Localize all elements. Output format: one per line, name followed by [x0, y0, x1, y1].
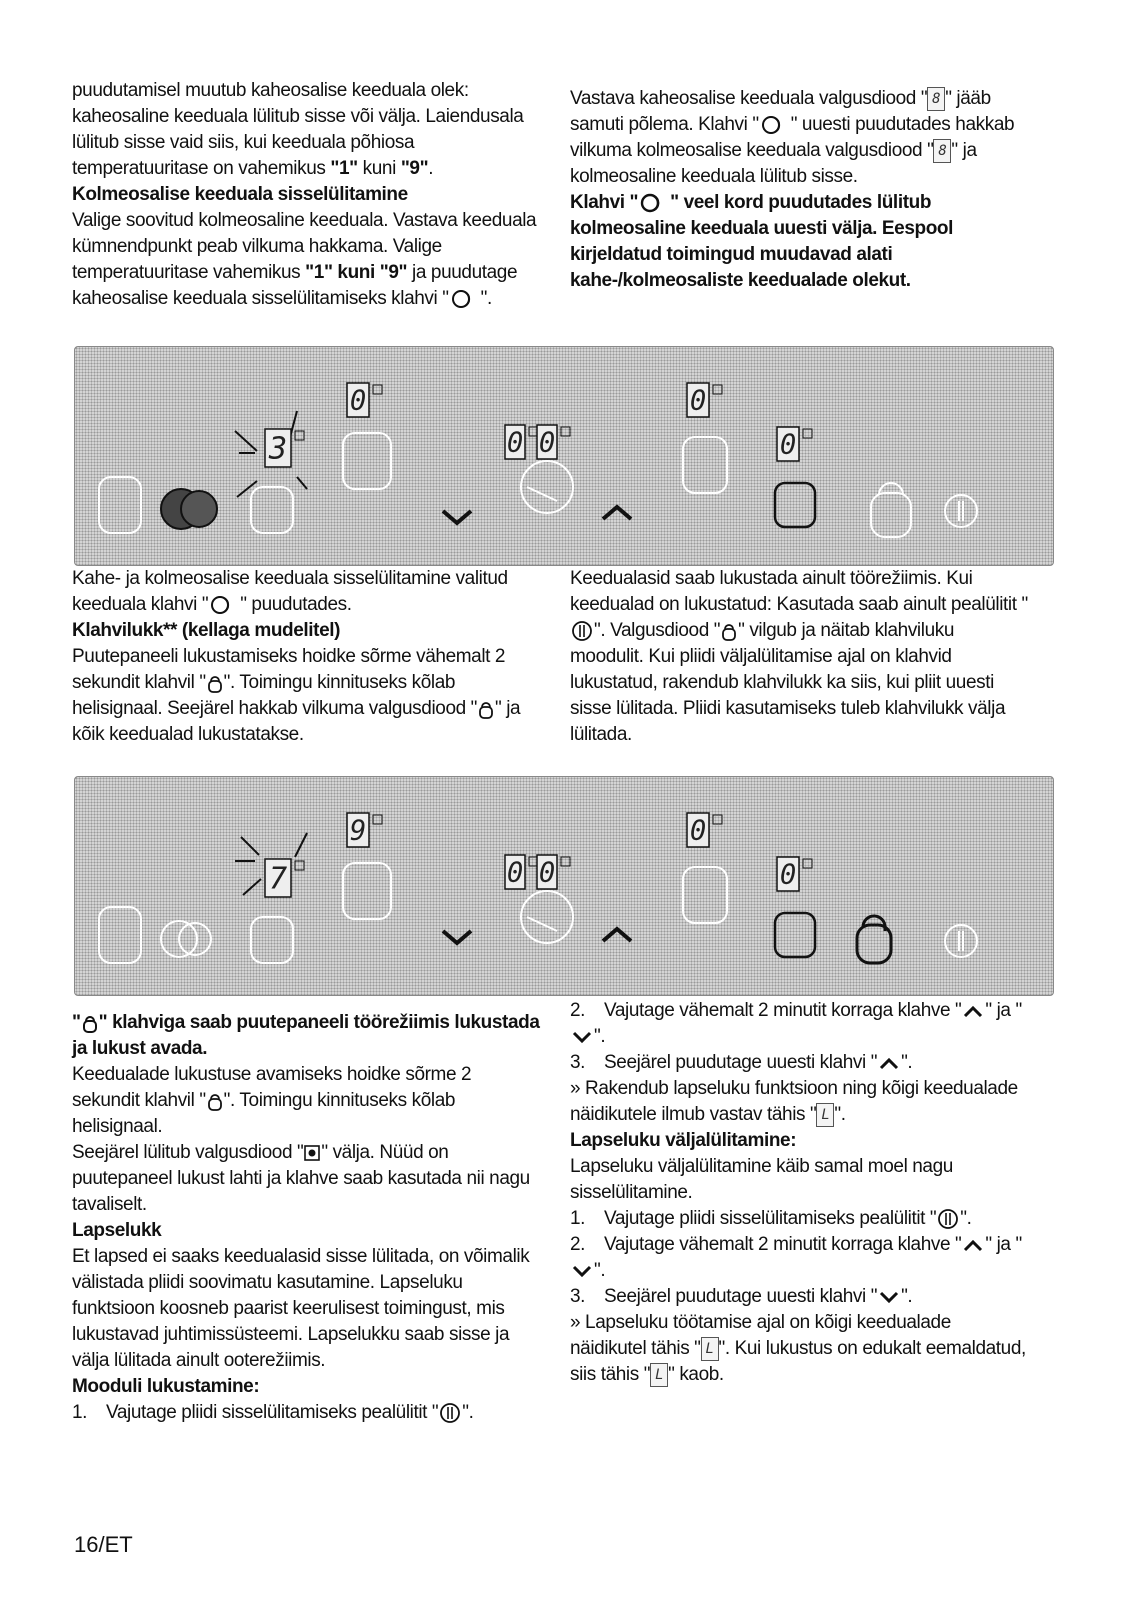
- right-bottom-column: [570, 998, 1032, 1388]
- dual-zone-icon: [450, 289, 480, 309]
- list-item: 3. Seejärel puudutage uuesti klahvi " ".: [570, 1052, 913, 1073]
- minus-icon: [878, 1290, 900, 1304]
- led-indicator: [713, 385, 722, 394]
- zone-key: [683, 867, 727, 923]
- led-8-icon: 8: [927, 87, 945, 111]
- digit-value: 0: [689, 385, 707, 417]
- digit-value: 0: [538, 427, 556, 459]
- digit-value: 0: [506, 857, 524, 889]
- dual-zone-icon: [209, 595, 239, 615]
- digit-value: 0: [689, 815, 707, 847]
- paragraph: » Lapseluku töötamise ajal on kõigi keedualade näidikutel tähis " L ". Kui lukustus on edukalt eemaldatud, siis tähis " L " kaob.: [570, 1312, 1026, 1385]
- timer-icon: [521, 891, 573, 943]
- power-icon: [571, 620, 593, 642]
- zone-key: [343, 433, 391, 489]
- led-indicator: [295, 861, 304, 870]
- zone-key: [99, 477, 141, 533]
- zone-key: [99, 907, 141, 963]
- digit-value: 0: [506, 427, 524, 459]
- digit-value: 0: [779, 429, 797, 461]
- paragraph: puudutamisel muutub kaheosalise keeduala olek: kaheosaline keeduala lülitub sisse või välja. Laiendusala lülitub sisse vaid siis, kui keeduala põhiosa temperatuuritase on vahemikus "1" kuni "9".: [72, 80, 524, 179]
- lock-icon: [82, 1012, 98, 1034]
- right-top-column: [570, 86, 1032, 294]
- paragraph: » Rakendub lapseluku funktsioon ning kõigi keedualade näidikutele ilmub vastav tähis " L ".: [570, 1078, 1018, 1125]
- power-icon: [945, 925, 977, 957]
- led-indicator: [803, 859, 812, 868]
- dual-zone-icon: [760, 115, 790, 135]
- lock-icon: [478, 698, 494, 720]
- minus-icon: [571, 1030, 593, 1044]
- panel-svg: [75, 777, 1053, 995]
- page-number: 16/ET: [74, 1532, 133, 1557]
- timer-icon: [521, 461, 573, 513]
- paragraph: Seejärel lülitub valgusdiood " " välja. Nüüd on puutepaneel lukust lahti ja klahve saab kasutada nii nagu tavaliselt.: [72, 1142, 530, 1215]
- dual-zone-icon: [639, 193, 669, 213]
- panel-svg: [75, 347, 1053, 565]
- paragraph: Kahe- ja kolmeosalise keeduala sisselülitamine valitud keeduala klahvi " " puudutades.: [72, 568, 508, 615]
- led-indicator: [713, 815, 722, 824]
- left-top-column: [72, 78, 542, 312]
- led-indicator: [561, 427, 570, 436]
- led-indicator: [803, 429, 812, 438]
- heading-lock-key: " " klahviga saab puutepaneeli töörežiimis lukustada ja lukust avada.: [72, 1012, 540, 1059]
- paragraph: Keedualasid saab lukustada ainult töörežiimis. Kui keedualad on lukustatud: Kasutada saab ainult pealülitit "". Valgusdiood " " vilgub ja näitab klahviluku moodulit. Kui pliidi väljalülitamise ajal on klahvid lukustatud, rakendub klahvilukk ka siis, kui pliit uuesti sisse lülitada. Pliidi kasutamiseks tuleb klahvilukk välja lülitada.: [570, 568, 1028, 745]
- dual-zone-key-active: [161, 489, 217, 529]
- paragraph-bold: Klahvi " " veel kord puudutades lülitub kolmeosaline keeduala uuesti välja. Eespool kirjeldatud toimingud muudavad alati kahe-/kolmeosaliste keedualade olekut.: [570, 192, 954, 291]
- minus-icon: [443, 931, 471, 943]
- three-zone-key: [775, 913, 815, 957]
- zone-key: [343, 863, 391, 919]
- left-bottom-column: [72, 1010, 542, 1426]
- list-item: 1. Vajutage pliidi sisselülitamiseks pealülitit " ".: [570, 1208, 972, 1229]
- control-panel-illustration-1: [74, 346, 1054, 566]
- list-item: 2. Vajutage vähemalt 2 minutit korraga klahve " " ja "".: [570, 1000, 1022, 1047]
- list-item: 3. Seejärel puudutage uuesti klahvi " ".: [570, 1286, 913, 1307]
- led-square-icon: [304, 1145, 320, 1161]
- right-mid-column: [570, 566, 1032, 748]
- power-icon: [937, 1208, 959, 1230]
- minus-icon: [443, 511, 471, 523]
- plus-icon: [603, 507, 631, 519]
- power-icon: [439, 1402, 461, 1424]
- plus-icon: [603, 929, 631, 941]
- paragraph: Vastava kaheosalise keeduala valgusdiood " 8 " jääb samuti põlema. Klahvi " " uuesti puudutades hakkab vilkuma kolmeosalise keeduala valgusdiood " 8 " ja kolmeosaline keeduala lülitub sisse.: [570, 88, 1015, 187]
- list-item: 1. Vajutage pliidi sisselülitamiseks pealülitit " ".: [72, 1402, 474, 1423]
- zone-key: [683, 437, 727, 493]
- digit-value: 9: [349, 815, 367, 847]
- led-indicator: [561, 857, 570, 866]
- heading-child-lock: Lapselukk: [72, 1220, 162, 1241]
- paragraph: Keedualade lukustuse avamiseks hoidke sõrme 2 sekundit klahvil " ". Toimingu kinnituseks kõlab helisignaal.: [72, 1064, 472, 1137]
- lock-icon: [207, 672, 223, 694]
- three-zone-key: [775, 483, 815, 527]
- lock-key: [871, 493, 911, 537]
- heading-child-lock-off: Lapseluku väljalülitamine:: [570, 1130, 797, 1151]
- lock-icon: [207, 1090, 223, 1112]
- led-L-icon: L: [816, 1103, 834, 1127]
- led-indicator: [295, 431, 304, 440]
- paragraph: Valige soovitud kolmeosaline keeduala. Vastava keeduala kümnendpunkt peab vilkuma hakkama. Valige temperatuuritase vahemikus "1" kuni "9" ja puudutage kaheosalise keeduala sisselülitamiseks klahvi " ".: [72, 210, 537, 309]
- digit-value: 7: [268, 861, 288, 897]
- plus-icon: [962, 1238, 984, 1252]
- digit-value: 3: [268, 431, 288, 467]
- zone-key: [251, 487, 293, 533]
- led-indicator: [373, 385, 382, 394]
- plus-icon: [878, 1056, 900, 1070]
- heading-key-lock: Klahvilukk** (kellaga mudelitel): [72, 620, 341, 641]
- digit-value: 0: [538, 857, 556, 889]
- plus-icon: [962, 1004, 984, 1018]
- lock-key-active: [857, 916, 891, 963]
- power-icon: [945, 495, 977, 527]
- digit-value: 0: [349, 385, 367, 417]
- heading-module-lock: Mooduli lukustamine:: [72, 1376, 260, 1397]
- paragraph: Puutepaneeli lukustamiseks hoidke sõrme vähemalt 2 sekundit klahvil " ". Toimingu kinnituseks kõlab helisignaal. Seejärel hakkab vilkuma valgusdiood " " ja kõik keedualad lukustatakse.: [72, 646, 521, 745]
- list-item: 2. Vajutage vähemalt 2 minutit korraga klahve " " ja "".: [570, 1234, 1022, 1281]
- left-mid-column: [72, 566, 542, 748]
- led-8-icon: 8: [933, 139, 951, 163]
- lock-icon: [721, 620, 737, 642]
- paragraph: Et lapsed ei saaks keedualasid sisse lülitada, on võimalik välistada pliidi soovimatu kasutamine. Lapseluku funktsioon koosneb paarist keerulisest toimingust, mis lukustavad juhtimissüsteemi. Lapselukku saab sisse ja välja lülitada ainult ooterežiimis.: [72, 1246, 530, 1371]
- led-L-icon: L: [701, 1337, 719, 1361]
- minus-icon: [571, 1264, 593, 1278]
- led-indicator: [373, 815, 382, 824]
- heading-three-zone-on: Kolmeosalise keeduala sisselülitamine: [72, 184, 408, 205]
- paragraph: Lapseluku väljalülitamine käib samal moel nagu sisselülitamine.: [570, 1156, 953, 1203]
- control-panel-illustration-2: [74, 776, 1054, 996]
- digit-value: 0: [779, 859, 797, 891]
- led-L-icon: L: [650, 1363, 668, 1387]
- zone-key: [251, 917, 293, 963]
